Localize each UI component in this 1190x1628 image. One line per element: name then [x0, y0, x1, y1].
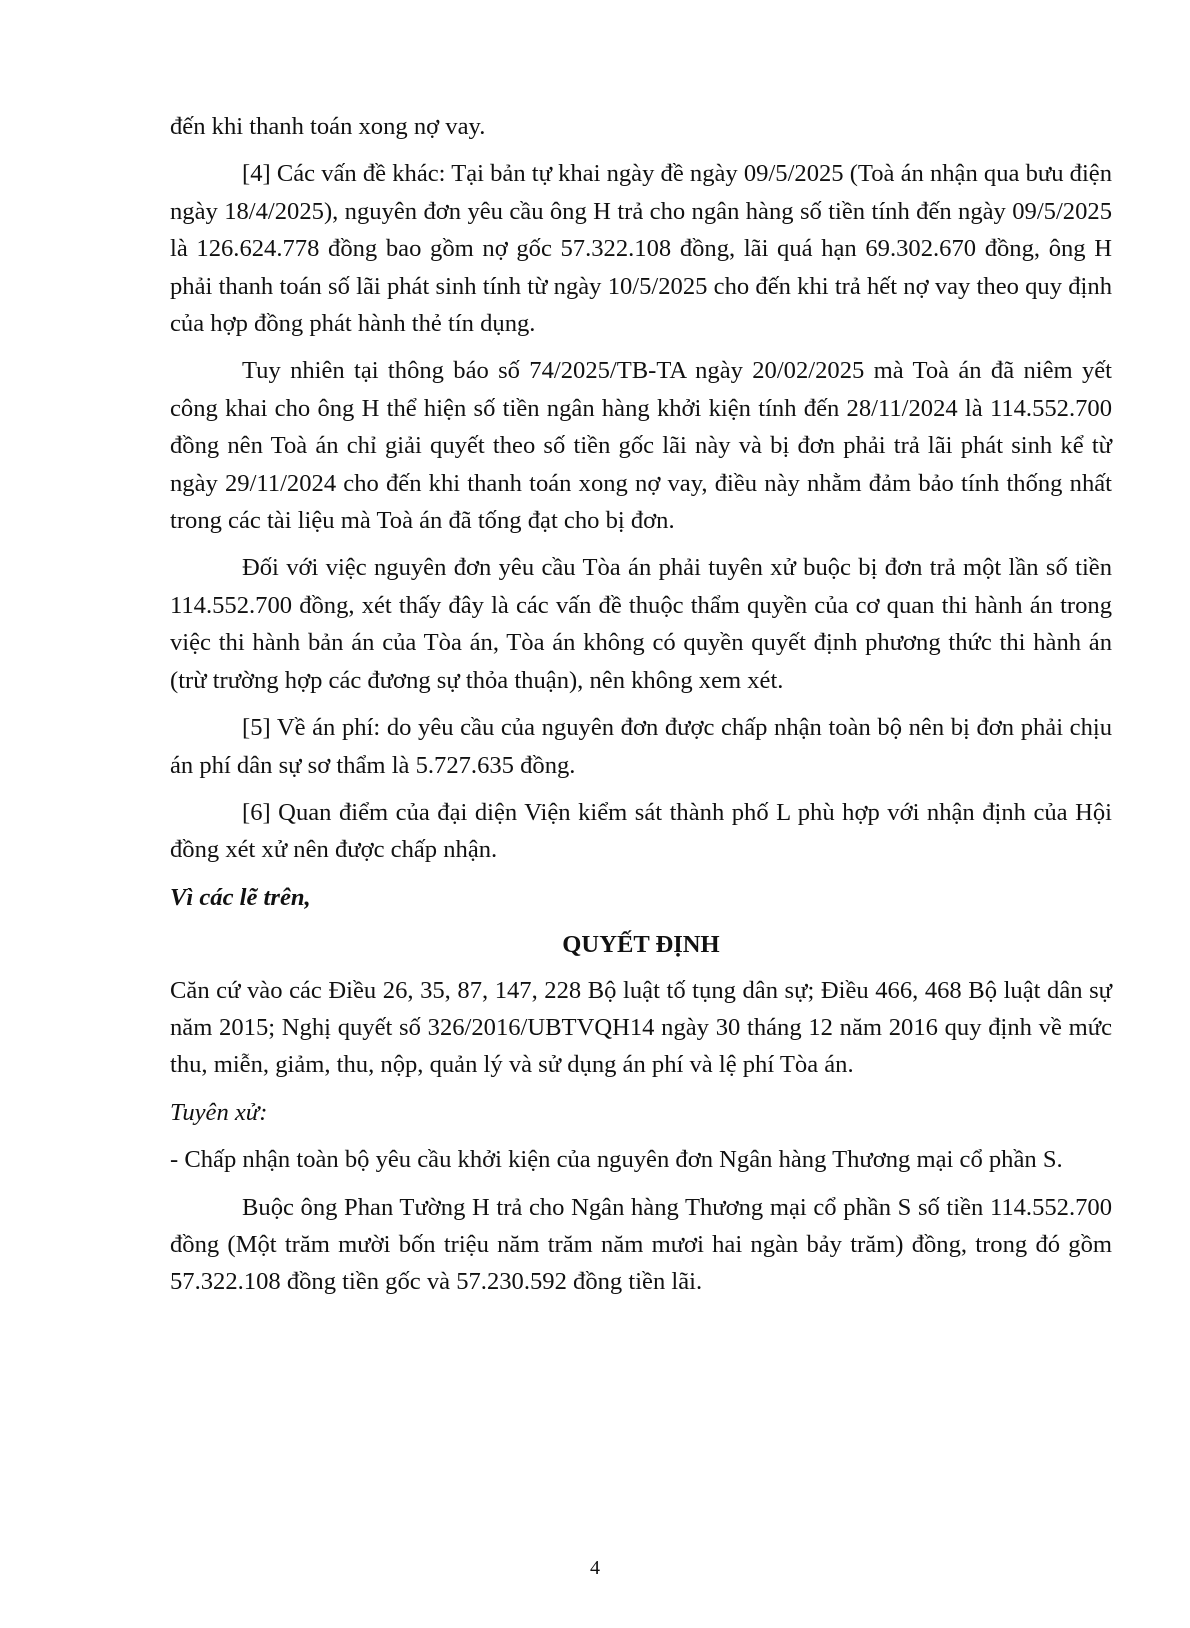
- verdict-item-payment: Buộc ông Phan Tường H trả cho Ngân hàng Thương mại cổ phần S số tiền 114.552.700 đồng (Một trăm mười bốn triệu năm trăm năm mươi hai ngàn bảy trăm) đồng, trong đó gồm 57.322.108 đồng tiền gốc và 57.230.592 đồng tiền lãi.: [170, 1193, 1112, 1296]
- paragraph-procuracy-view: [6] Quan điểm của đại diện Viện kiểm sát thành phố L phù hợp với nhận định của Hội đồng xét xử nên được chấp nhận.: [170, 798, 1112, 864]
- page-number: 4: [590, 1557, 600, 1579]
- paragraph-other-issues: [4] Các vấn đề khác: Tại bản tự khai ngày đề ngày 09/5/2025 (Toà án nhận qua bưu điện ngày 18/4/2025), nguyên đơn yêu cầu ông H trả cho ngân hàng số tiền tính đến ngày 09/5/2025 là 126.624.778 đồng bao gồm nợ gốc 57.322.108 đồng, lãi quá hạn 69.302.670 đồng, ông H phải thanh toán số lãi phát sinh tính từ ngày 10/5/2025 cho đến khi trả hết nợ vay theo quy định của hợp đồng phát hành thẻ tín dụng.: [170, 160, 1112, 338]
- paragraph-notice: Tuy nhiên tại thông báo số 74/2025/TB-TA ngày 20/02/2025 mà Toà án đã niêm yết công khai cho ông H thể hiện số tiền ngân hàng khởi kiện tính đến 28/11/2024 là 114.552.700 đồng nên Toà án chỉ giải quyết theo số tiền gốc lãi này và bị đơn phải trả lãi phát sinh kể từ ngày 29/11/2024 cho đến khi thanh toán xong nợ vay, điều này nhằm đảm bảo tính thống nhất trong các tài liệu mà Toà án đã tống đạt cho bị đơn.: [170, 357, 1112, 535]
- paragraph-continuation: đến khi thanh toán xong nợ vay.: [170, 113, 486, 140]
- reasons-phrase: Vì các lẽ trên,: [170, 883, 311, 911]
- verdict-label: Tuyên xử:: [170, 1098, 268, 1126]
- decision-heading: QUYẾT ĐỊNH: [562, 931, 720, 959]
- verdict-item-accept: - Chấp nhận toàn bộ yêu cầu khởi kiện của nguyên đơn Ngân hàng Thương mại cổ phần S.: [170, 1146, 1063, 1174]
- paragraph-legal-basis: Căn cứ vào các Điều 26, 35, 87, 147, 228 Bộ luật tố tụng dân sự; Điều 466, 468 Bộ luật dân sự năm 2015; Nghị quyết số 326/2016/UBTVQH14 ngày 30 tháng 12 năm 2016 quy định về mức thu, miễn, giảm, thu, nộp, quản lý và sử dụng án phí và lệ phí Tòa án.: [170, 976, 1112, 1079]
- paragraph-court-fee: [5] Về án phí: do yêu cầu của nguyên đơn được chấp nhận toàn bộ nên bị đơn phải chịu án phí dân sự sơ thẩm là 5.727.635 đồng.: [170, 714, 1112, 779]
- paragraph-enforcement: Đối với việc nguyên đơn yêu cầu Tòa án phải tuyên xử buộc bị đơn trả một lần số tiền 114.552.700 đồng, xét thấy đây là các vấn đề thuộc thẩm quyền của cơ quan thi hành án trong việc thi hành bản án của Tòa án, Tòa án không có quyền quyết định phương thức thi hành án (trừ trường hợp các đương sự thỏa thuận), nên không xem xét.: [170, 554, 1112, 694]
- document-body: [170, 108, 1112, 1311]
